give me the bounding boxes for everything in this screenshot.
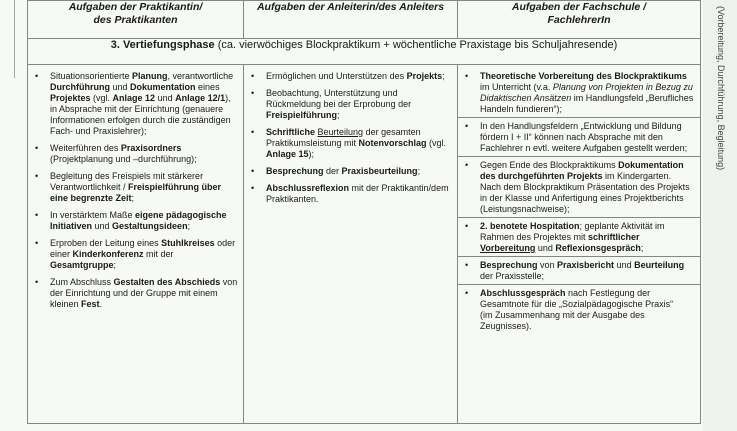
list-item [34,210,239,232]
column-praktikant [28,65,244,424]
phase-row [28,39,701,65]
list-item-text: Abschlussreflexion mit der Praktikantin/dem Praktikanten. [266,183,449,204]
list-item [34,143,239,165]
list-item-text: In verstärktem Maße eigene pädagogische Initiativen und Gestaltungsideen; [50,210,227,231]
bullet-icon: • [251,166,255,176]
bullet-icon: • [465,71,469,81]
bullet-icon: • [465,121,469,131]
bullet-icon: • [35,210,39,220]
column-header-anleiter-text: Aufgaben der Anleiterin/des Anleiters [256,1,445,13]
column-header-praktikant-text: Aufgaben der Praktikantin/ des Praktikanten [68,1,203,26]
list-item [464,71,696,115]
list-item-text: Ermöglichen und Unterstützen des Projekts; [266,71,445,81]
praktikant-task-list [28,65,243,310]
list-item-text: Schriftliche Beurteilung der gesamten Praktikumsleistung mit Notenvorschlag (vgl. Anlage 15); [266,127,447,159]
list-item [464,221,696,254]
side-note: (Vorbereitung, Durchführung, Begleitung) [716,6,726,171]
fachschule-task-list [458,65,700,332]
list-item [250,127,453,160]
list-item [250,71,453,82]
list-item [34,71,239,137]
column-fachschule [458,65,701,424]
list-item [250,166,453,177]
list-item [464,160,696,215]
bullet-icon: • [465,221,469,231]
anleiter-task-list [244,65,457,205]
item-divider [458,156,700,157]
item-divider [458,256,700,257]
bullet-icon: • [251,127,255,137]
list-item-text: Begleitung des Freispiels mit stärkerer Verantwortlichkeit / Freispielführung über eine begrenzte Zeit; [50,171,222,203]
bullet-icon: • [35,71,39,81]
item-divider [458,117,700,118]
list-item [34,238,239,271]
phase-note: (ca. vierwöchiges Blockpraktikum + wöchentliche Praxistage bis Schuljahresende) [217,39,618,51]
phase-title: 3. Vertiefungsphase [110,39,215,51]
column-header-praktikant [28,1,244,39]
bullet-icon: • [251,88,255,98]
item-divider [458,217,700,218]
left-margin-line [14,0,15,78]
bullet-icon: • [465,288,469,298]
list-item-text: Gegen Ende des Blockpraktikums Dokumentation des durchgeführten Projekts im Kindergarten. Nach dem Blockpraktikum Präsentation des Projekts in der Klasse und Anfertigung eines Projektberichts (Leistungsnachweise); [480,160,690,214]
list-item-text: 2. benotete Hospitation; geplante Aktivität im Rahmen des Projektes mit schriftlicher Vorbereitung und Reflexionsgespräch; [480,221,665,253]
list-item [464,260,696,282]
list-item [250,88,453,121]
bullet-icon: • [251,183,255,193]
list-item-text: Situationsorientierte Planung, verantwortliche Durchführung und Dokumentation eines Projektes (vgl. Anlage 12 und Anlage 12/1), in Absprache mit der Einrichtung (genauere Informationen erfolgen durch die zuständigen Fach- und Praxislehrer); [50,71,234,136]
column-header-fachschule [458,1,701,39]
task-table [27,0,701,424]
item-divider [458,284,700,285]
list-item [464,121,696,154]
bullet-icon: • [465,160,469,170]
list-item-text: Abschlussgespräch nach Festlegung der Gesamtnote für die „Sozialpädagogische Praxis“ (im Zusammenhang mit der Ausgabe des Zeugnisses). [480,288,674,331]
column-header-fachschule-text: Aufgaben der Fachschule / FachlehrerIn [511,1,647,26]
list-item-text: Beobachtung, Unterstützung und Rückmeldung bei der Erprobung der Freispielführung; [266,88,412,120]
column-header-anleiter [244,1,458,39]
bullet-icon: • [35,238,39,248]
list-item [250,183,453,205]
bullet-icon: • [251,71,255,81]
list-item-text: Besprechung der Praxisbeurteilung; [266,166,421,176]
list-item-text: In den Handlungsfeldern „Entwicklung und Bildung fördern I + II“ können nach Absprache mit den Fachlehrer n evtl. weitere Aufgaben gestellt werden; [480,121,688,153]
bullet-icon: • [465,260,469,270]
list-item [34,171,239,204]
list-item-text: Zum Abschluss Gestalten des Abschieds von der Einrichtung und der Gruppe mit einem kleinen Fest. [50,277,238,309]
list-item-text: Besprechung von Praxisbericht und Beurteilung der Praxisstelle; [480,260,685,281]
bullet-icon: • [35,171,39,181]
list-item-text: Erproben der Leitung eines Stuhlkreises oder einer Kinderkonferenz mit der Gesamtgruppe; [50,238,236,270]
bullet-icon: • [35,143,39,153]
column-anleiter [244,65,458,424]
list-item [34,277,239,310]
list-item [464,288,696,332]
list-item-text: Weiterführen des Praxisordners (Projektplanung und –durchführung); [50,143,197,164]
list-item-text: Theoretische Vorbereitung des Blockpraktikums im Unterricht (v.a. Planung von Projekten in Bezug zu Didaktischen Ansätzen im Handlungsfeld „Berufliches Handeln fundieren“); [480,71,694,114]
bullet-icon: • [35,277,39,287]
